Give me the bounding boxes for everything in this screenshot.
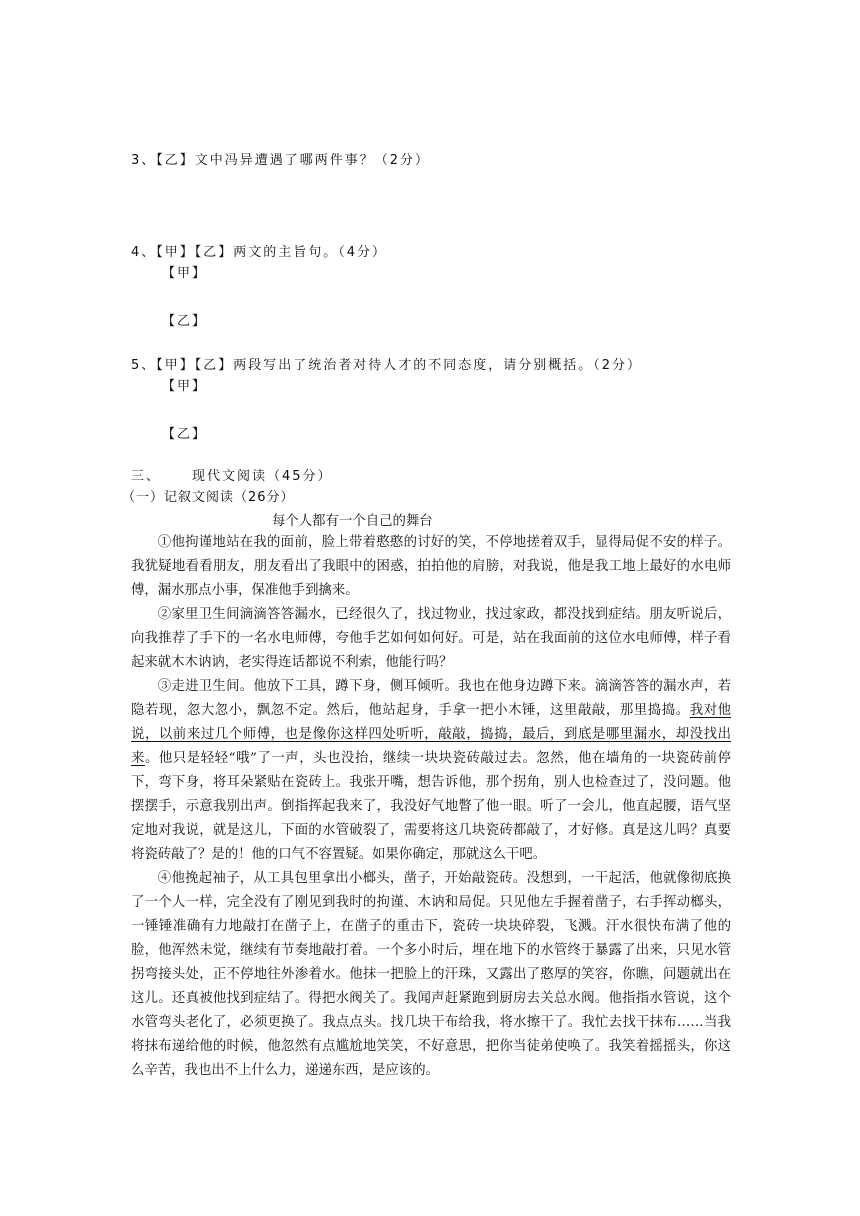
paragraph-3-text-start: ③走进卫生间。他放下工具，蹲下身，侧耳倾听。我也在他身边蹲下来。滴滴答答的漏水声，若隐若现，忽大忽小，飘忽不定。然后，他站起身，手拿一把小木锤，这里敲敲，那里捣捣。 [131,679,731,718]
article-title: 每个人都有一个自己的舞台 [272,514,433,529]
subsection-title: （一）记叙文阅读（26分） [122,490,295,505]
question-5-answer-jia-label: 【甲】 [162,379,208,394]
article-body [131,531,731,1083]
section-number: 三、 [131,469,162,484]
question-4: 4、【甲】【乙】两文的主旨句。（4分） [131,245,388,260]
question-5: 5、【甲】【乙】两段写出了统治者对待人才的不同态度，请分别概括。（2分） [131,358,643,373]
paragraph-3-text-end: 。他只是轻轻“哦”了一声，头也没抬，继续一块块瓷砖敲过去。忽然，他在墙角的一块瓷砖前停下，弯下身，将耳朵紧贴在瓷砖上。我张开嘴，想告诉他，那个拐角，别人也检查过了，没问题。他摆摆手，示意我别出声。倒指挥起我来了，我没好气地瞥了他一眼。听了一会儿，他直起腰，语气坚定地对我说，就是这儿，下面的水管破裂了，需要将这几块瓷砖都敲了，才好修。真是这儿吗？真要将瓷砖敲了？是的！他的口气不容置疑。如果你确定，那就这么干吧。 [131,751,731,862]
question-3: 3、【乙】文中冯异遭遇了哪两件事？（2分） [131,153,431,168]
question-4-answer-yi-label: 【乙】 [162,314,208,329]
question-4-answer-jia-label: 【甲】 [162,266,208,281]
underlined-sentence: 我对他说，以前来过几个师傅，也是像你这样四处听听，敲敲，捣捣，最后，到底是哪里漏水，却没找出来 [131,703,732,766]
article-paragraph-3 [131,675,731,867]
question-5-answer-yi-label: 【乙】 [162,427,208,442]
article-paragraph-2: ②家里卫生间滴滴答答漏水，已经很久了，找过物业，找过家政，都没找到症结。朋友听说后，向我推荐了手下的一名水电师傅，夸他手艺如何如何好。可是，站在我面前的这位水电师傅，样子看起来就木木讷讷，老实得连话都说不利索，他能行吗？ [131,607,731,670]
article-paragraph-1: ①他拘谨地站在我的面前，脸上带着憨憨的讨好的笑，不停地搓着双手，显得局促不安的样子。我犹疑地看看朋友，朋友看出了我眼中的困惑，拍拍他的肩膀，对我说，他是我工地上最好的水电师傅，漏水那点小事，保准他手到擒来。 [131,535,731,598]
section-title: 现代文阅读（45分） [192,469,333,484]
article-paragraph-4: ④他挽起袖子，从工具包里拿出小榔头，凿子，开始敲瓷砖。没想到，一干起活，他就像彻底换了一个人一样，完全没有了刚见到我时的拘谨、木讷和局促。只见他左手握着凿子，右手挥动榔头，一锤锤准确有力地敲打在凿子上，在凿子的重击下，瓷砖一块块碎裂，飞溅。汗水很快布满了他的脸，他浑然未觉，继续有节奏地敲打着。一个多小时后，埋在地下的水管终于暴露了出来，只见水管拐弯接头处，正不停地往外渗着水。他抹一把脸上的汗珠，又露出了憨厚的笑容，你瞧，问题就出在这儿。还真被他找到症结了。得把水阀关了。我闻声赶紧跑到厨房去关总水阀。他指指水管说，这个水管弯头老化了，必须更换了。我点点头。找几块干布给我，将水擦干了。我忙去找干抹布……当我将抹布递给他的时候，他忽然有点尴尬地笑笑，不好意思，把你当徒弟使唤了。我笑着摇摇头，你这么辛苦，我也出不上什么力，递递东西，是应该的。 [131,871,731,1078]
